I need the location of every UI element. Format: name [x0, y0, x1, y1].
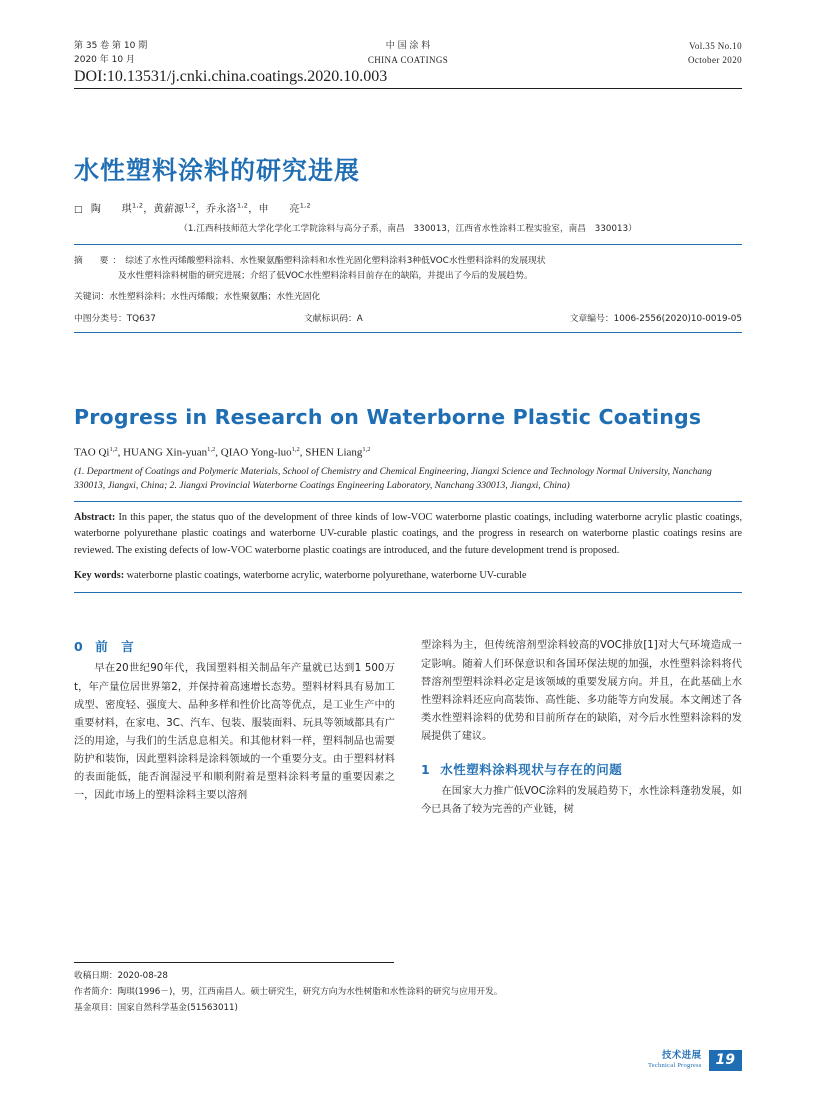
chinese-title-block	[74, 151, 742, 333]
keywords-value-cn: 水性塑料涂料；水性丙烯酸；水性聚氨酯；水性光固化	[109, 291, 321, 302]
footnotes	[74, 968, 742, 1016]
page-number: 19	[709, 1050, 742, 1071]
document-code: 文献标识码：A	[304, 314, 363, 325]
keywords-body-en: waterborne plastic coatings, waterborne acrylic, waterborne polyurethane, waterborne UV-curable	[124, 570, 527, 582]
journal-name-en: CHINA COATINGS	[367, 54, 449, 65]
page-footer	[648, 1050, 742, 1071]
author-en-3: QIAO Yong-luo	[220, 446, 292, 459]
author-name-3: 乔永洛	[206, 203, 237, 215]
affiliation-en: (1. Department of Coatings and Polymeric Materials, School of Chemistry and Chemical Engineering, Jiangxi Science and Technology Normal University, Nanchang 330013, Jiangxi, China; 2. Jiangxi Provincial Waterborne Coatings Engineering Laboratory, Nanchang 330013, Jiangxi, China)	[74, 465, 712, 491]
paragraph-intro-continued: 型涂料为主，但传统溶剂型涂料较高的VOC排放[1]对大气环境造成一定影响。随着人们环保意识和各国环保法规的加强，水性塑料涂料将代替溶剂型塑料涂料必定是该领域的重要发展方向。并且，在此基础上水性塑料涂料还应向高装饰、高性能、多功能等方向发展。本文阐述了各类水性塑料涂料的优势和目前所存在的缺陷，对今后水性塑料涂料的发展提供了建议。	[421, 640, 742, 743]
classification-row	[74, 311, 742, 324]
author-en-2: HUANG Xin-yuan	[123, 446, 208, 459]
clc-number: 中图分类号：TQ637	[74, 314, 156, 325]
body-columns	[74, 637, 742, 819]
footer-labels	[648, 1051, 702, 1069]
running-head	[74, 0, 742, 68]
author-name-1: 陶 琪	[90, 203, 133, 215]
section-title-0: 前 言	[95, 639, 135, 655]
abstract-cn	[74, 254, 742, 285]
abstract-divider-cn	[74, 244, 742, 245]
abstract-en	[74, 510, 742, 560]
section-heading-0	[74, 637, 395, 655]
author-en-4: SHEN Liang	[305, 446, 363, 459]
chinese-block-bottom-divider	[74, 332, 742, 333]
author-name-4: 申 亮	[258, 203, 300, 215]
keywords-en	[74, 568, 742, 584]
section-number-0: 0	[74, 639, 84, 655]
author-en-sup-3: 1,2	[291, 446, 300, 454]
author-marker: □	[74, 204, 83, 215]
issue-date-cn: 2020 年 10 月	[74, 54, 135, 65]
footnote-received-date: 收稿日期：2020-08-28	[74, 971, 168, 981]
section-title-1: 水性塑料涂料现状与存在的问题	[440, 762, 623, 778]
abstract-label-en: Abstract:	[74, 511, 116, 523]
footnote-author-bio: 作者简介：陶琪(1996－)，男，江西南昌人。硕士研究生，研究方向为水性树脂和水性涂料的研究与应用开发。	[74, 987, 503, 998]
author-name-2: 黄薪源	[153, 203, 185, 215]
author-en-1: TAO Qi	[74, 446, 110, 459]
affiliation-cn: （1.江西科技师范大学化学化工学院涂料与高分子系，南昌 330013，江西省水性涂料工程实验室，南昌 330013）	[179, 223, 637, 234]
keywords-cn	[74, 290, 742, 305]
journal-name-cn: 中 国 涂 料	[385, 41, 431, 51]
keywords-label-cn: 关键词：	[74, 291, 110, 302]
author-sup-3: 1,2	[236, 201, 249, 210]
english-block-bottom-divider	[74, 592, 742, 593]
article-id: 文章编号：1006-2556(2020)10-0019-05	[569, 314, 742, 325]
keywords-label-en: Key words:	[74, 570, 125, 582]
paragraph-intro: 早在20世纪90年代，我国塑料相关制品年产量就已达到1 500万t，年产量位居世界第2，并保持着高速增长态势。塑料材料具有易加工成型、密度轻、强度大、品种多样和性价比高等优点，是工业生产中的重要材料，在家电、3C、汽车、包装、服装面料、玩具等领域都具有广泛的用途，与我们的生活息息相关。和其他材料一样，塑料制品也需要防护和装饰，因此塑料涂料是涂料领域的一个重要分支。由于塑料材料的表面能低，能否润湿浸平和顺利附着是塑料涂料考量的重要因素之一，因此市场上的塑料涂料主要以溶剂	[74, 663, 395, 802]
author-en-sup-4: 1,2	[362, 446, 371, 454]
page-title-en: Progress in Research on Waterborne Plastic Coatings	[74, 405, 702, 430]
page-title-cn: 水性塑料涂料的研究进展	[74, 155, 361, 185]
author-sup-2: 1,2	[184, 201, 196, 210]
volume-issue: 第 35 卷 第 10 期	[74, 41, 148, 51]
paragraph-section1: 在国家大力推广低VOC涂料的发展趋势下，水性涂料蓬勃发展，如今已具备了较为完善的产业链，树	[421, 786, 742, 816]
doi-text: DOI:10.13531/j.cnki.china.coatings.2020.10.003	[74, 67, 388, 85]
abstract-divider-en	[74, 501, 742, 502]
runhead-right	[512, 40, 742, 68]
abstract-label-cn: 摘 要：	[74, 255, 126, 266]
runhead-center	[308, 40, 508, 68]
abstract-line-2: 及水性塑料涂料树脂的研究进展；介绍了低VOC水性塑料涂料目前存在的缺陷，并提出了今后的发展趋势。	[118, 271, 533, 282]
volume-issue-en: Vol.35 No.10	[689, 41, 742, 51]
runhead-left	[74, 40, 304, 68]
footer-section-cn: 技术进展	[662, 1050, 702, 1062]
author-en-sup-1: 1,2	[109, 446, 118, 454]
author-sup-1: 1,2	[132, 201, 144, 210]
issue-date-en: October 2020	[687, 54, 742, 65]
footnote-fund: 基金项目：国家自然科学基金(51563011)	[74, 1003, 238, 1014]
abstract-body-en: In this paper, the status quo of the development of three kinds of low-VOC waterborne plastic coatings, including waterborne acrylic plastic coatings, waterborne polyurethane plastic coatings and waterborne UV-curable plastic coatings, and the progress in research on waterborne plastic coatings resins are reviewed. The existing defects of low-VOC waterborne plastic coatings are introduced, and the future development trend is proposed.	[74, 511, 742, 556]
footer-section-en: Technical Progress	[648, 1062, 702, 1070]
authors-en: TAO Qi$^{1,2}$, HUANG Xin-yuan$^{1,2}$, QIAO Yong-luo$^{1,2}$, SHEN Liang$^{1,2}$	[74, 446, 371, 459]
header-divider	[74, 88, 742, 89]
authors-cn: □ 陶 琪$^{1,2}$，黄薪源$^{1,2}$，乔永洛$^{1,2}$，申 亮$^{1,2}$	[74, 201, 311, 215]
section-heading-1	[421, 760, 742, 778]
body-column-left	[74, 637, 395, 819]
body-column-right	[421, 637, 742, 819]
footnote-divider	[74, 962, 394, 963]
author-en-sup-2: 1,2	[207, 446, 216, 454]
english-title-block	[74, 405, 742, 593]
abstract-line-1: 综述了水性丙烯酸塑料涂料、水性聚氨酯塑料涂料和水性光固化塑料涂料3种低VOC水性塑料涂料的发展现状	[125, 255, 546, 266]
section-number-1: 1	[421, 762, 431, 778]
author-sup-4: 1,2	[299, 201, 311, 210]
